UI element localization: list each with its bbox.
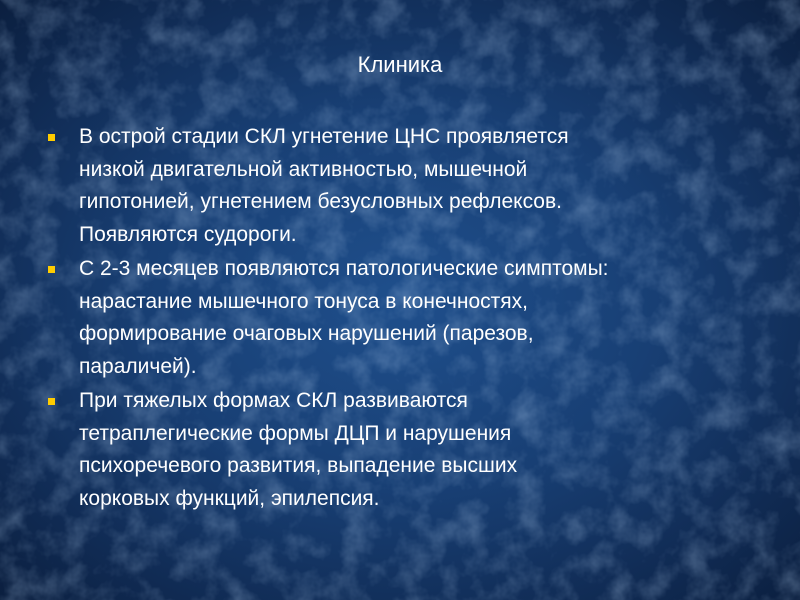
list-item — [45, 253, 765, 383]
slide-title: Клиника — [357, 52, 443, 77]
list-item — [45, 121, 765, 251]
bullet-line: В острой стадии СКЛ угнетение ЦНС проявляется — [79, 125, 569, 148]
bullet-list — [45, 121, 765, 517]
square-bullet-icon — [48, 134, 55, 141]
square-bullet-icon — [48, 266, 55, 273]
bullet-line: формирование очаговых нарушений (парезов, — [79, 322, 534, 345]
bullet-line: При тяжелых формах СКЛ развиваются — [79, 389, 468, 412]
bullet-line: низкой двигательной активностью, мышечной — [79, 157, 528, 181]
bullet-line: гипотонией, угнетением безусловных рефлексов. — [79, 190, 562, 213]
bullet-line: нарастание мышечного тонуса в конечностях, — [79, 289, 528, 313]
bullet-line: корковых функций, эпилепсия. — [79, 486, 380, 510]
bullet-line: Появляются судороги. — [79, 222, 297, 246]
bullet-line: психоречевого развития, выпадение высших — [79, 454, 518, 477]
bullet-line: параличей). — [79, 354, 197, 378]
bullet-line: С 2-3 месяцев появляются патологические симптомы: — [79, 257, 609, 280]
list-item — [45, 385, 765, 515]
bullet-line: тетраплегические формы ДЦП и нарушения — [79, 421, 512, 445]
square-bullet-icon — [48, 398, 55, 405]
